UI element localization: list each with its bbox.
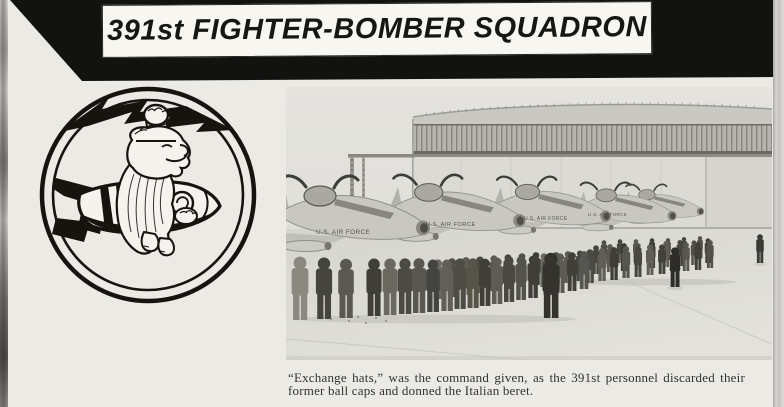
formation-photo — [286, 87, 772, 360]
page-right-edge — [773, 0, 784, 407]
squadron-insignia-icon — [36, 82, 262, 308]
svg-text:U.S. AIR FORCE: U.S. AIR FORCE — [588, 212, 628, 217]
svg-text:U.S. AIR FORCE: U.S. AIR FORCE — [316, 229, 371, 236]
page-left-edge — [0, 0, 8, 407]
gnome-head — [127, 126, 190, 178]
svg-text:U.S. AIR FORCE: U.S. AIR FORCE — [524, 216, 568, 222]
title-box — [102, 1, 652, 58]
caption-line-2: former ball caps and donned the Italian beret. — [288, 382, 534, 398]
photo-caption — [288, 372, 745, 397]
page-title: 391st FIGHTER-BOMBER SQUADRON — [107, 11, 647, 47]
svg-text:U.S. AIR FORCE: U.S. AIR FORCE — [426, 222, 476, 228]
caption-line-1: “Exchange hats,” was the command given, as the 391st personnel discarded their — [288, 370, 745, 385]
